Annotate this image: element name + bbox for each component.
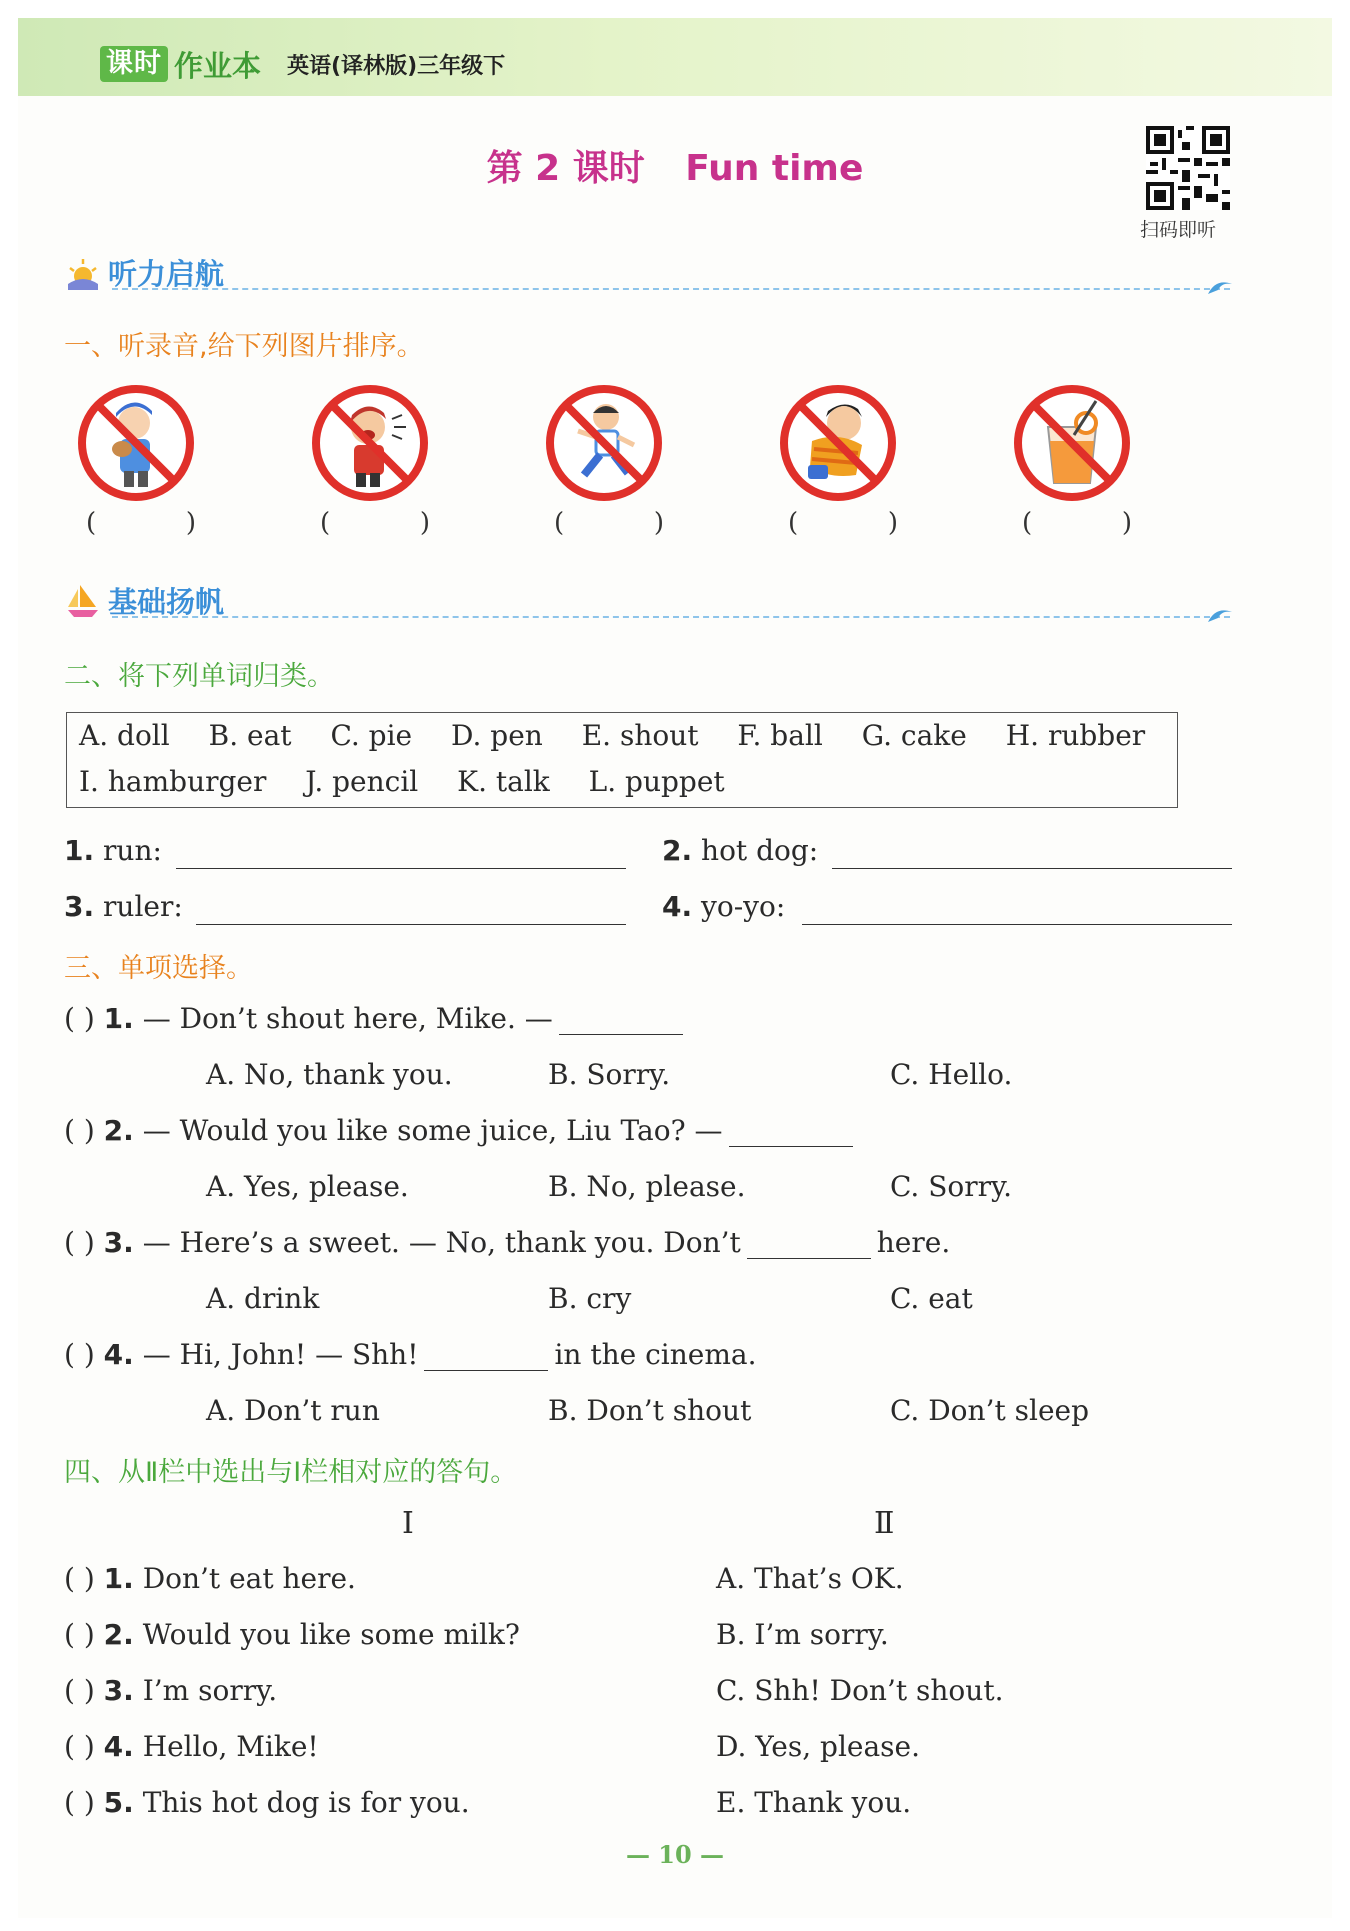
lesson-number: 第 2 课时: [486, 148, 645, 189]
answer-paren[interactable]: ( ): [64, 1002, 95, 1035]
no-eating-icon: [76, 383, 196, 503]
answer-paren[interactable]: ( ): [64, 1562, 95, 1595]
match-answer: B. I’m sorry.: [716, 1618, 889, 1651]
section-listening: [66, 252, 224, 293]
q4-heading: 四、从Ⅱ栏中选出与Ⅰ栏相对应的答句。: [64, 1457, 518, 1488]
word-option: D. pen: [451, 719, 543, 752]
answer-paren[interactable]: ( ): [64, 1338, 95, 1371]
mc-option: C. Don’t sleep: [890, 1394, 1090, 1427]
category-label: 4. yo-yo:: [662, 890, 786, 923]
answer-line[interactable]: [832, 868, 1232, 869]
word-option: E. shout: [581, 719, 699, 752]
answer-paren[interactable]: ( ): [64, 1226, 95, 1259]
lesson-topic: Fun time: [685, 148, 864, 189]
mc-option: C. Sorry.: [890, 1170, 1013, 1203]
word-option: G. cake: [861, 719, 967, 752]
no-drinking-icon: [1012, 383, 1132, 503]
answer-paren[interactable]: ( ): [320, 508, 430, 538]
section-title: 基础扬帆: [108, 585, 225, 619]
brand-logo: 课时: [100, 46, 168, 82]
q2-heading: 二、将下列单词归类。: [64, 661, 334, 692]
mc-question: ( ) 2. — Would you like some juice, Liu Tao? —: [64, 1114, 859, 1147]
word-option: I. hamburger: [79, 765, 267, 798]
word-option: L. puppet: [588, 765, 725, 798]
mc-question: ( ) 4. — Hi, John! — Shh! in the cinema.: [64, 1338, 757, 1371]
section-divider: [112, 288, 1230, 290]
mc-option: A. drink: [206, 1282, 320, 1315]
sailboat-icon: [66, 583, 100, 619]
word-row: [79, 719, 1145, 752]
answer-paren[interactable]: ( ): [64, 1786, 95, 1819]
answer-paren[interactable]: ( ): [86, 508, 196, 538]
category-label: 1. run:: [64, 834, 162, 867]
mc-option: A. Yes, please.: [206, 1170, 409, 1203]
answer-paren[interactable]: ( ): [64, 1618, 95, 1651]
mc-question: ( ) 3. — Here’s a sweet. — No, thank you. Don’t here.: [64, 1226, 951, 1259]
answer-blank[interactable]: [729, 1120, 853, 1147]
qr-code-icon[interactable]: [1146, 126, 1230, 210]
answer-paren[interactable]: ( ): [554, 508, 664, 538]
book-subtitle: 英语(译林版)三年级下: [287, 53, 506, 79]
match-item: ( ) 4. Hello, Mike!: [64, 1730, 319, 1763]
mc-option: A. Don’t run: [206, 1394, 380, 1427]
no-sleeping-icon: [778, 383, 898, 503]
mc-option: B. cry: [548, 1282, 632, 1315]
match-item: ( ) 3. I’m sorry.: [64, 1674, 278, 1707]
wave-icon: [1206, 604, 1234, 624]
match-item: ( ) 1. Don’t eat here.: [64, 1562, 356, 1595]
no-running-icon: [544, 383, 664, 503]
answer-line[interactable]: [802, 924, 1232, 925]
mc-option: C. eat: [890, 1282, 973, 1315]
answer-paren[interactable]: ( ): [788, 508, 898, 538]
mc-option: C. Hello.: [890, 1058, 1013, 1091]
word-option: H. rubber: [1005, 719, 1146, 752]
answer-paren[interactable]: ( ): [64, 1730, 95, 1763]
word-option: K. talk: [457, 765, 550, 798]
word-row: [79, 765, 755, 798]
mc-option: A. No, thank you.: [206, 1058, 453, 1091]
word-option: C. pie: [330, 719, 413, 752]
match-answer: D. Yes, please.: [716, 1730, 921, 1763]
match-answer: E. Thank you.: [716, 1786, 912, 1819]
brand: [100, 44, 505, 84]
category-label: 3. ruler:: [64, 890, 183, 923]
match-item: ( ) 2. Would you like some milk?: [64, 1618, 520, 1651]
qr-label: 扫码即听: [1140, 219, 1217, 241]
q1-heading: 一、听录音,给下列图片排序。: [64, 331, 424, 362]
word-box: [66, 712, 1178, 808]
brand-name: 作业本: [174, 48, 262, 83]
section-title: 听力启航: [108, 257, 225, 291]
no-shouting-icon: [310, 383, 430, 503]
page-number: — 10 —: [625, 1840, 725, 1869]
word-option: F. ball: [737, 719, 823, 752]
mc-question: ( ) 1. — Don’t shout here, Mike. —: [64, 1002, 689, 1035]
column-heading: Ⅱ: [874, 1506, 895, 1541]
mc-option: B. Sorry.: [548, 1058, 671, 1091]
answer-line[interactable]: [176, 868, 626, 869]
answer-paren[interactable]: ( ): [1022, 508, 1132, 538]
match-answer: A. That’s OK.: [716, 1562, 904, 1595]
section-basics: [66, 580, 224, 621]
word-option: B. eat: [208, 719, 292, 752]
mc-option: B. Don’t shout: [548, 1394, 752, 1427]
section-divider: [112, 616, 1230, 618]
answer-line[interactable]: [196, 924, 626, 925]
match-item: ( ) 5. This hot dog is for you.: [64, 1786, 470, 1819]
answer-blank[interactable]: [747, 1232, 871, 1259]
word-option: J. pencil: [305, 765, 419, 798]
word-option: A. doll: [79, 719, 170, 752]
answer-blank[interactable]: [424, 1344, 548, 1371]
category-label: 2. hot dog:: [662, 834, 819, 867]
column-heading: Ⅰ: [402, 1506, 414, 1541]
mc-option: B. No, please.: [548, 1170, 746, 1203]
wave-icon: [1206, 276, 1234, 296]
answer-paren[interactable]: ( ): [64, 1674, 95, 1707]
match-answer: C. Shh! Don’t shout.: [716, 1674, 1004, 1707]
sun-icon: [66, 256, 100, 290]
answer-paren[interactable]: ( ): [64, 1114, 95, 1147]
answer-blank[interactable]: [559, 1008, 683, 1035]
q3-heading: 三、单项选择。: [64, 953, 253, 984]
